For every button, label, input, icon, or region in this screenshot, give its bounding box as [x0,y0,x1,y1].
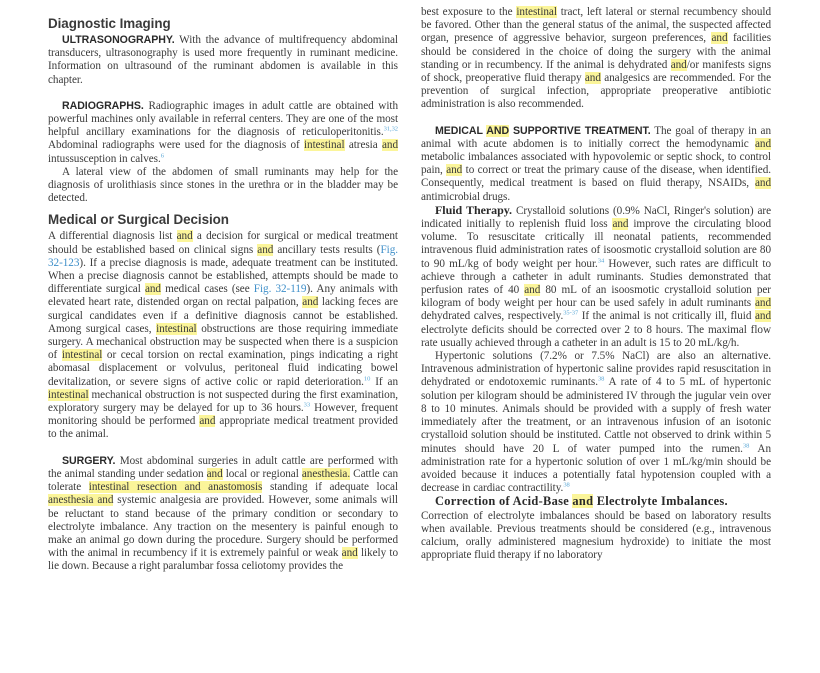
search-highlight: and [341,547,358,560]
search-highlight: intestinal [303,139,345,152]
subheading-fluid-therapy: Fluid Therapy. [435,202,512,217]
paragraph-fluid-therapy: Fluid Therapy. Crystalloid solutions (0.9% NaCl, Ringer's solution) are indicated initially to replenish fluid loss and improve the circulating blood volume. To resuscitate critically ill neonatal patients, recommended intravenous fluid administration rates of isoosmotic crystalloid solution are 80 to 90 mL/kg of body weight per hour.$^{34}$ However, such rates are difficult to achieve through a catheter in adult ruminants. Studies demonstrated that perfusion rates of 40 and 80 mL of an isoosmotic crystalloid solution per kilogram of body weight per hour can be used safely in adult ruminants and dehydrated calves, respectively.$^{35-37}$ If the animal is not critically ill, fluid and electrolyte deficits should be corrected over 2 to 8 hours. The maximal flow rate usually achieved through a catheter in an adult is 15 to 20 mL/kg/h. [421,202,771,349]
right-column [421,6,771,562]
search-highlight: anesthesia. [301,467,351,480]
search-highlight: and [754,137,771,150]
search-highlight: and [144,283,161,296]
search-highlight: and [754,310,771,323]
reference-link[interactable]: 34 [597,256,605,264]
search-highlight: and [524,284,541,297]
search-highlight: and [199,415,216,428]
search-highlight: intestinal [156,322,197,335]
search-highlight: intestinal resection and anastomosis [88,481,263,494]
search-highlight: and [711,32,728,45]
lead-radiographs: RADIOGRAPHS. [62,99,144,112]
reference-link[interactable]: 33 [303,401,311,409]
lead-ultrasonography: ULTRASONOGRAPHY. [62,34,175,46]
search-highlight: intestinal [61,349,103,362]
paragraph-ultrasonography: ULTRASONOGRAPHY. With the advance of multifrequency abdominal transducers, ultrasonography is used more frequently in ruminant medicine. Information on ultrasound of the ruminant abdomen is available in this chapter. [48,34,398,86]
search-highlight: and [257,243,274,256]
search-highlight: and [754,177,771,190]
paragraph-medical-surgical: A differential diagnosis list and a decision for surgical or medical treatment should be established based on clinical signs and ancillary tests results (Fig. 32-123). If a precise diagnosis is made, adequate treatment can be instituted. When a precise diagnosis cannot be established, attempts should be made to differentiate surgical and medical cases (see Fig. 32-119). Any animals with elevated heart rate, distended organ on rectal palpation, and lacking feces are surgical candidates even if a definitive diagnosis cannot be established. Among surgical cases, intestinal obstructions are those requiring immediate surgery. A mechanical obstruction may be suspected when there is a suspicion of intestinal or cecal torsion on rectal examination, pings indicating a right abomasal displacement or volvulus, peritoneal fluid indicating bowel devitalization, or severe signs of active colic or rapid deterioration.$^{10}$ If an intestinal mechanical obstruction is not suspected during the first examination, exploratory surgery may be delayed for up to 36 hours.$^{33}$ However, frequent monitoring should be performed and appropriate medical treatment provided to the animal. [48,230,399,441]
search-highlight: anesthesia and [48,494,114,507]
paragraph-medical-supportive: MEDICAL AND SUPPORTIVE TREATMENT. The goal of therapy in an animal with acute abdomen is to initially correct the hemodynamic and metabolic imbalances associated with hypovolemic or septic shock, to control pain, and to correct or treat the primary cause of the disease, when identified. Consequently, medical treatment is based on fluid therapy, NSAIDs, and antimicrobial drugs. [421,124,772,203]
reference-link[interactable]: 10 [363,374,371,382]
search-highlight: and [446,164,463,177]
search-highlight: and [584,72,601,85]
reference-link[interactable]: 35-37 [563,309,579,317]
search-highlight: and [572,494,594,509]
paragraph-radiographs: RADIOGRAPHS. Radiographic images in adult cattle are obtained with powerful machines only available in referral centers. They are one of the most helpful ancillary examinations for the diagnosis of reticuloperitonitis.$^{31,32}$ Abdominal radiographs were used for the diagnosis of intestinal atresia and intussusception in calves.$^6$ [48,99,398,165]
paragraph-acid-base: Correction of electrolyte imbalances should be based on laboratory results when available. Previous treatments should be considered (e.g., intravenous calcium, orally administered magnesium hydroxide) to initiate the most appropriate fluid therapy if no laboratory [421,509,771,562]
left-column [48,16,398,574]
lead-surgery: SURGERY. [62,454,116,467]
paragraph-lateral-view: A lateral view of the abdomen of small ruminants may help for the diagnosis of urolithiasis since stones in the urethra or in the bladder may be detected. [48,165,398,205]
paragraph-hypertonic: Hypertonic solutions (7.2% or 7.5% NaCl) are also an alternative. Intravenous administration of hypertonic saline provides rapid resuscitation in dehydrated or endotoxemic ruminants.$^{38}$ A rate of 4 to 5 mL of hypertonic solution per kilogram should be administered IV through the jugular vein over 8 to 10 minutes. Animals should be provided with a supply of fresh water immediately after the treatment, or an intravenous infusion of an isotonic crystalloid solution should be instituted. Cattle not observed to drink within 5 minutes should have 20 L of water pumped into the rumen.$^{38}$ An administration rate for a hypertonic solution of over 1 mL/kg/min should be avoided because it induces a potentially fatal hypotension coupled with a decrease in cardiac contractility.$^{38}$ [421,350,772,495]
search-highlight: and [754,297,771,310]
paragraph-surgery-continued: best exposure to the intestinal tract, left lateral or sternal recumbency should be favored. Other than the general status of the animal, the suspected affected organ, presence of aggressive behavior, surgeon preferences, and facilities should be considered in the choice of doing the surgery with the animal standing or in recumbency. If the animal is dehydrated and/or manifests signs of shock, preoperative fluid therapy and analgesics are recommended. For the prevention of surgical infection, appropriate preoperative antibiotic administration is also recommended. [421,6,772,111]
lead-medical-supportive: MEDICAL AND SUPPORTIVE TREATMENT. [435,124,651,137]
search-highlight: and [176,230,193,243]
search-highlight: intestinal [516,6,557,18]
paragraph-surgery: SURGERY. Most abdominal surgeries in adult cattle are performed with the animal standing under sedation and local or regional anesthesia. Cattle can tolerate intestinal resection and anastomosis standing if adequate local anesthesia and systemic analgesia are provided. However, some animals will be reluctant to stand because of the primary condition or secondary to electrolyte imbalance. Any traction on the mesentery is painful enough to make an animal go down during the procedure. Surgery should be performed with the animal in recumbency if it is extremely painful or weak and likely to lie down. Because a right paralumbar fossa celiotomy provides the [48,454,399,573]
reference-link[interactable]: 38 [742,441,750,449]
search-highlight: and [670,58,687,71]
search-highlight: and [302,296,319,309]
search-highlight: AND [486,124,510,137]
reference-link[interactable]: 38 [597,375,605,383]
reference-link[interactable]: 6 [160,151,164,159]
heading-diagnostic-imaging: Diagnostic Imaging [48,16,171,31]
search-highlight: and [381,139,398,152]
figure-link[interactable]: Fig. 32-123 [48,243,398,269]
subheading-acid-base: Correction of Acid-Base and Electrolyte Imbalances. [435,494,728,509]
figure-link[interactable]: Fig. 32-119 [253,283,307,296]
heading-medical-surgical-decision: Medical or Surgical Decision [48,212,229,228]
search-highlight: and [206,467,223,480]
search-highlight: and [612,218,629,231]
search-highlight: intestinal [48,388,89,401]
reference-link[interactable]: 38 [563,481,570,489]
reference-link[interactable]: 31,32 [383,125,398,133]
